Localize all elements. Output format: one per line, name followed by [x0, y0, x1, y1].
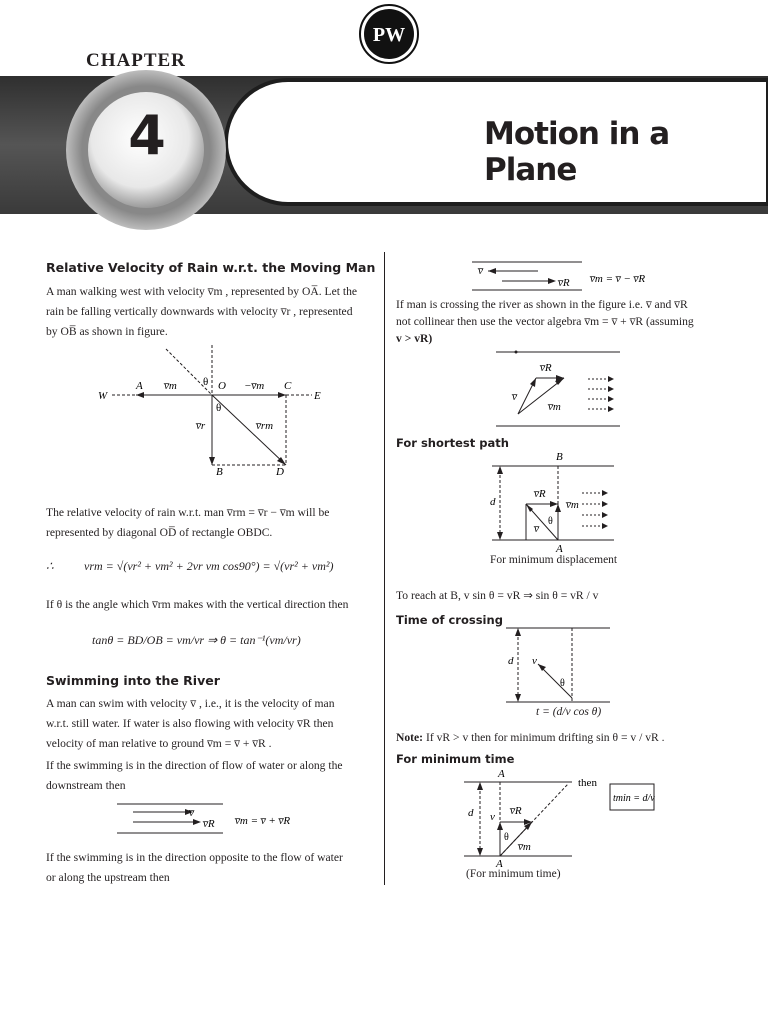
text-line: If the swimming is in the direction of flow of water or along the [46, 759, 343, 772]
label-A-top: A [498, 768, 505, 780]
label-then: then [578, 777, 597, 789]
paragraph-rain-intro [46, 282, 374, 342]
chapter-label: CHAPTER [86, 50, 186, 71]
text-line: If man is crossing the river as shown in the figure i.e. v̅ and v̅R [396, 298, 688, 311]
rain-velocity-diagram [90, 345, 340, 480]
label-d: d [508, 655, 514, 667]
label-theta: θ [504, 832, 509, 843]
upstream-diagram [470, 258, 680, 294]
paragraph-relative-velocity [46, 503, 374, 543]
text-line: represented by diagonal OD̅ of rectangle OBDC. [46, 526, 273, 539]
equation-upstream: v̅m = v̅ − v̅R [590, 273, 646, 285]
chapter-number: 4 [128, 104, 166, 167]
therefore-symbol: ∴ [46, 559, 54, 573]
tmin-formula: tmin = d/v [613, 793, 655, 804]
caption-min-time: (For minimum time) [466, 868, 561, 880]
section-heading-swimming: Swimming into the River [46, 673, 220, 688]
label-D: D [276, 466, 284, 478]
label-theta-bottom: θ [216, 402, 222, 414]
note-label: Note: [396, 731, 424, 744]
heading-time-of-crossing: Time of crossing [396, 613, 503, 627]
text-line: or along the upstream then [46, 871, 170, 884]
label-vm: v̅m [548, 401, 561, 413]
label-vr: v̅r [196, 420, 206, 432]
label-v: v̅ [512, 391, 517, 403]
label-theta: θ [548, 516, 553, 527]
label-vR: v̅R [534, 488, 546, 500]
label-theta-top: θ [203, 376, 209, 388]
text-line: velocity of man relative to ground v̅m = v̅ + v̅R . [46, 737, 272, 750]
text-line: A man walking west with velocity v̅m , represented by OA̅. Let the [46, 285, 358, 298]
equation-tan-theta: tanθ = BD/OB = vm/vr ⇒ θ = tan⁻¹(vm/vr) [92, 633, 301, 647]
label-theta: θ [560, 678, 565, 689]
label-vrm: v̅rm [256, 420, 274, 432]
label-vm: v̅m [518, 841, 531, 853]
label-vR: v̅R [203, 818, 215, 830]
label-vR: v̅R [510, 805, 522, 817]
label-A-bottom: A [496, 858, 503, 870]
label-v: v̅ [478, 265, 483, 277]
equation-downstream: v̅m = v̅ + v̅R [235, 815, 291, 827]
caption-time: t = (d/v cos θ) [536, 706, 602, 718]
reach-equation: To reach at B, v sin θ = vR ⇒ sin θ = vR / v [396, 589, 599, 602]
label-vm: v̅m [566, 499, 579, 511]
label-O: O [218, 380, 226, 392]
section-heading-rain: Relative Velocity of Rain w.r.t. the Moving Man [46, 260, 376, 275]
paragraph-upstream [46, 848, 374, 888]
label-B: B [216, 466, 223, 478]
label-B: B [556, 451, 563, 463]
text-line: downstream then [46, 779, 126, 792]
min-time-diagram [460, 766, 660, 870]
note-text: If vR > v then for minimum drifting sin θ = v / vR . [425, 731, 665, 744]
label-vm: v̅m [164, 380, 177, 392]
label-A: A [556, 543, 563, 555]
paragraph-angle: If θ is the angle which v̅rm makes with the vertical direction then [46, 598, 349, 611]
column-divider [384, 252, 385, 885]
pw-logo [359, 4, 419, 64]
label-W: W [98, 390, 108, 402]
equation-vrm: vrm = √(vr² + vm² + 2vr vm cos90°) = √(vr² + vm²) [84, 559, 334, 573]
label-E: E [314, 390, 321, 402]
label-C: C [284, 380, 292, 392]
text-line: rain be falling vertically downwards with velocity v̅r , represented [46, 305, 353, 318]
label-v: v [532, 655, 537, 667]
text-line: A man can swim with velocity v̅ , i.e., it is the velocity of man [46, 697, 335, 710]
heading-min-time: For minimum time [396, 752, 515, 766]
paragraph-crossing [396, 296, 726, 347]
text-line: v > vR) [396, 332, 433, 345]
chapter-title: Motion in a Plane [484, 116, 670, 188]
downstream-diagram [115, 800, 315, 840]
text-line: If the swimming is in the direction opposite to the flow of water [46, 851, 343, 864]
text-line: w.r.t. still water. If water is also flowing with velocity v̅R then [46, 717, 334, 730]
text-line: not collinear then use the vector algebra v̅m = v̅ + v̅R (assuming [396, 315, 694, 328]
note-line [396, 728, 665, 748]
paragraph-downstream [46, 756, 374, 796]
text-line: by OB̅ as shown in figure. [46, 325, 168, 338]
label-vR: v̅R [540, 362, 552, 374]
caption-min-displacement: For minimum displacement [490, 554, 618, 566]
label-v: v̅ [534, 523, 539, 535]
heading-shortest-path: For shortest path [396, 436, 509, 450]
logo-text: PW [372, 24, 406, 46]
shortest-path-diagram [486, 448, 626, 558]
crossing-vector-diagram [494, 348, 624, 430]
label-v: v [490, 811, 495, 823]
label-A: A [136, 380, 143, 392]
paragraph-swimming [46, 694, 374, 754]
time-of-crossing-diagram [504, 624, 614, 708]
label-v: v̅ [189, 807, 194, 819]
label-neg-vm: −v̅m [244, 380, 265, 392]
label-d: d [490, 496, 496, 508]
label-d: d [468, 807, 474, 819]
label-vR: v̅R [558, 277, 570, 289]
text-line: The relative velocity of rain w.r.t. man v̅rm = v̅r − v̅m will be [46, 506, 330, 519]
